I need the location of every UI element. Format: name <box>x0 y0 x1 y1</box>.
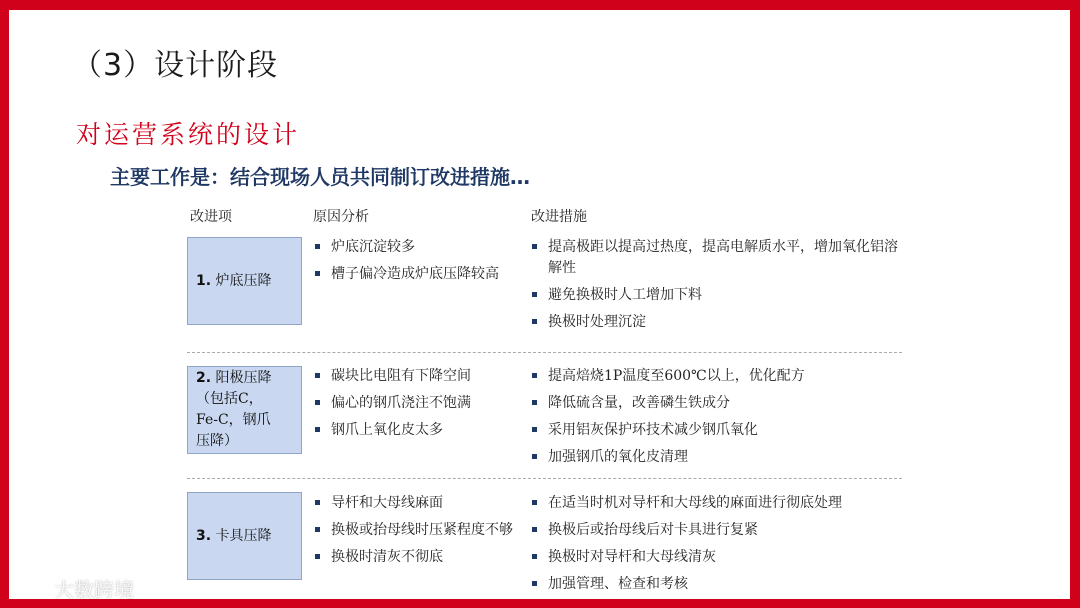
row-3-number: 3. <box>196 527 212 544</box>
row-1-cause-1: 炉底沉淀较多 <box>313 237 518 258</box>
row-2-measure-1: 提高焙烧1P温度至600℃以上，优化配方 <box>530 366 910 387</box>
row-2-number: 2. <box>196 370 212 386</box>
row-3-measure-2: 换极后或抬母线后对卡具进行复紧 <box>530 520 910 541</box>
subtitle: 主要工作是：结合现场人员共同制订改进措施… <box>110 165 530 189</box>
row-1-measures <box>530 237 910 339</box>
watermark-text: 大数跨境 <box>54 578 134 602</box>
row-2-label-line-2: （包括C， <box>196 391 263 407</box>
row-3-measures <box>530 493 910 601</box>
row-2-label-box <box>187 366 302 454</box>
row-2-cause-1: 碳块比电阻有下降空间 <box>313 366 518 387</box>
row-1-label: 炉底压降 <box>215 272 272 289</box>
row-3-cause-2: 换极或抬母线时压紧程度不够 <box>313 520 518 541</box>
row-2-causes <box>313 366 518 447</box>
row-1-cause-2: 槽子偏冷造成炉底压降较高 <box>313 264 518 285</box>
row-2-measure-4: 加强钢爪的氧化皮清理 <box>530 447 910 468</box>
row-3-cause-1: 导杆和大母线麻面 <box>313 493 518 514</box>
row-1-causes <box>313 237 518 291</box>
header-measure: 改进措施 <box>531 209 587 225</box>
row-1-number: 1. <box>196 272 212 289</box>
row-2-measure-3: 采用铝灰保护环技术减少钢爪氧化 <box>530 420 910 441</box>
row-divider-1 <box>187 352 902 353</box>
row-2-label-line-1: 阳极压降 <box>215 370 272 386</box>
row-2-cause-2: 偏心的钢爪浇注不饱满 <box>313 393 518 414</box>
row-3-causes <box>313 493 518 574</box>
brand-logo-icon <box>18 578 48 600</box>
row-2-measures <box>530 366 910 474</box>
row-2-cause-3: 钢爪上氧化皮太多 <box>313 420 518 441</box>
header-item: 改进项 <box>190 209 232 225</box>
row-divider-2 <box>187 478 902 479</box>
row-3-measure-3: 换极时对导杆和大母线清灰 <box>530 547 910 568</box>
row-3-label-box <box>187 492 302 580</box>
watermark <box>18 574 134 603</box>
header-cause: 原因分析 <box>313 209 369 225</box>
page-title: （3）设计阶段 <box>72 48 279 83</box>
row-2-label-line-3: Fe-C，钢爪 <box>196 412 271 428</box>
section-title: 对运营系统的设计 <box>76 120 301 149</box>
row-1-measure-1: 提高极距以提高过热度，提高电解质水平，增加氧化铝溶解性 <box>530 237 910 279</box>
row-1-measure-3: 换极时处理沉淀 <box>530 312 910 333</box>
row-1-measure-2: 避免换极时人工增加下料 <box>530 285 910 306</box>
row-3-measure-4: 加强管理、检查和考核 <box>530 574 910 595</box>
row-3-label: 卡具压降 <box>215 527 272 544</box>
row-2-label-line-4: 压降） <box>196 433 238 449</box>
row-1-label-box <box>187 237 302 325</box>
row-3-cause-3: 换极时清灰不彻底 <box>313 547 518 568</box>
row-2-measure-2: 降低硫含量，改善磷生铁成分 <box>530 393 910 414</box>
row-3-measure-1: 在适当时机对导杆和大母线的麻面进行彻底处理 <box>530 493 910 514</box>
